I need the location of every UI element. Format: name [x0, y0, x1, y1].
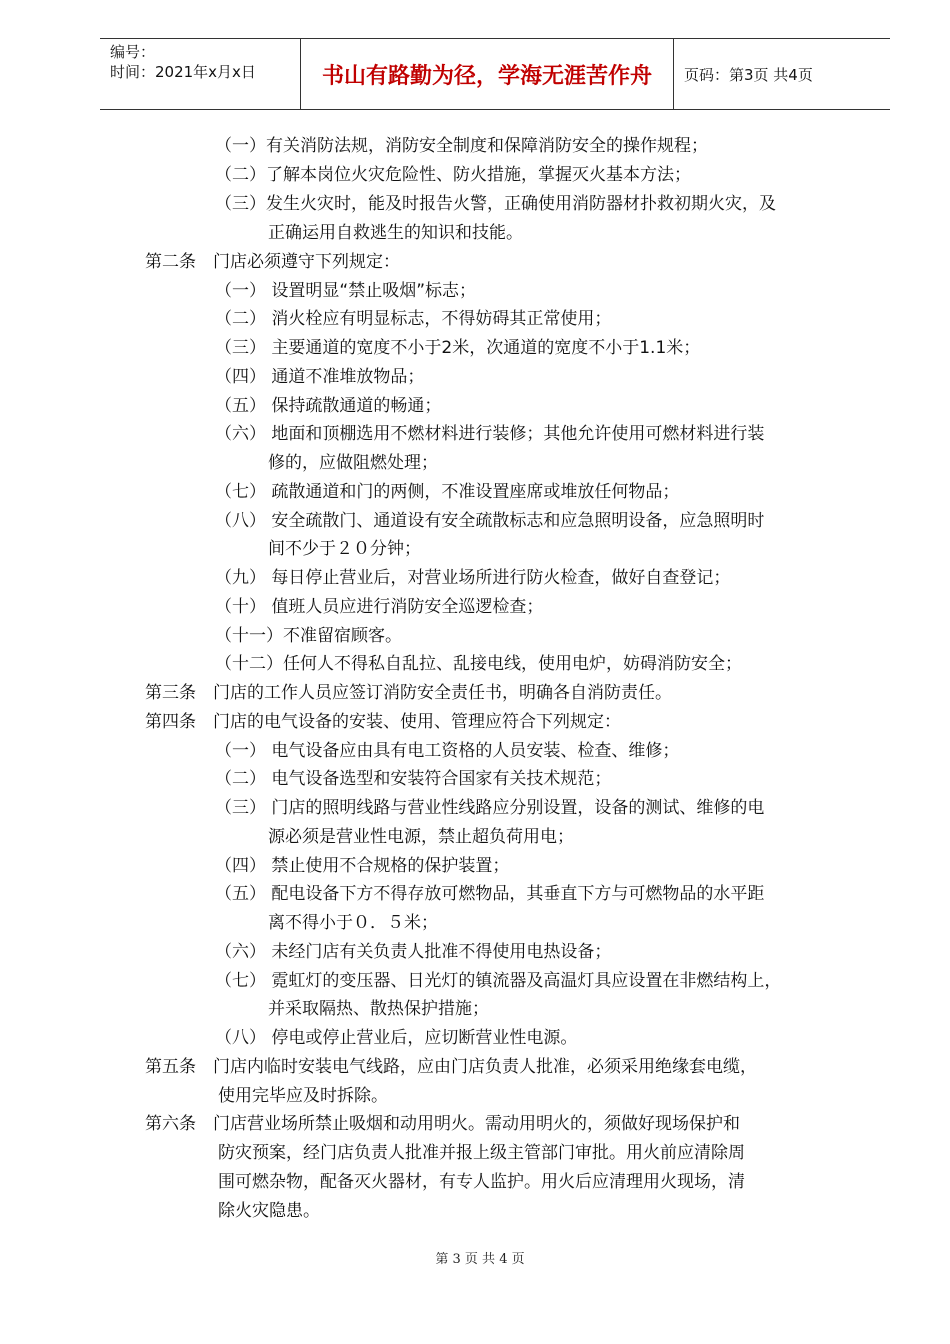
text-line: （一）有关消防法规，消防安全制度和保障消防安全的操作规程； — [215, 136, 708, 156]
header-meta — [100, 39, 300, 109]
document-number-label: 编号： — [110, 43, 156, 61]
text-line: 并采取隔热、散热保护措施； — [268, 999, 489, 1019]
header-motto: 书山有路勤为径，学海无涯苦作舟 — [300, 39, 674, 109]
text-line: （一） 设置明显“禁止吸烟”标志； — [215, 281, 477, 301]
text-line: 离不得小于０．５米； — [268, 913, 438, 933]
text-line: （三） 主要通道的宽度不小于2米，次通道的宽度不小于1.1米； — [215, 338, 701, 358]
article-heading: 第四条 门店的电气设备的安装、使用、管理应符合下列规定： — [145, 712, 621, 732]
text-line: （四） 禁止使用不合规格的保护装置； — [215, 856, 510, 876]
header-page-info: 页码：第3页 共4页 — [684, 65, 813, 84]
text-line: （四） 通道不准堆放物品； — [215, 367, 425, 387]
text-line: （十一）不准留宿顾客。 — [215, 626, 402, 646]
text-line: （一） 电气设备应由具有电工资格的人员安装、检查、维修； — [215, 741, 680, 761]
text-line: 防灾预案，经门店负责人批准并报上级主管部门审批。用火前应清除周 — [218, 1143, 745, 1163]
text-line: 围可燃杂物，配备灭火器材，有专人监护。用火后应清理用火现场，清 — [218, 1172, 745, 1192]
text-line: （三） 门店的照明线路与营业性线路应分别设置，设备的测试、维修的电 — [215, 798, 765, 818]
article-heading: 第二条 门店必须遵守下列规定： — [145, 252, 400, 272]
page-header — [100, 38, 890, 110]
text-line: （二） 消火栓应有明显标志，不得妨碍其正常使用； — [215, 309, 612, 329]
text-line: （十） 值班人员应进行消防安全巡逻检查； — [215, 597, 544, 617]
text-line: 源必须是营业性电源，禁止超负荷用电； — [268, 827, 574, 847]
text-line: （六） 未经门店有关负责人批准不得使用电热设备； — [215, 942, 612, 962]
text-line: 正确运用自救逃生的知识和技能。 — [268, 223, 523, 243]
text-line: （五） 配电设备下方不得存放可燃物品，其垂直下方与可燃物品的水平距 — [215, 884, 765, 904]
article-heading: 第六条 门店营业场所禁止吸烟和动用明火。需动用明火的，须做好现场保护和 — [145, 1114, 740, 1134]
text-line: （十二）任何人不得私自乱拉、乱接电线，使用电炉，妨碍消防安全； — [215, 654, 742, 674]
text-line: （八） 停电或停止营业后，应切断营业性电源。 — [215, 1028, 578, 1048]
text-line: 间不少于２０分钟； — [268, 539, 421, 559]
text-line: （五） 保持疏散通道的畅通； — [215, 396, 442, 416]
text-line: （八） 安全疏散门、通道设有安全疏散标志和应急照明设备，应急照明时 — [215, 511, 765, 531]
page-footer: 第 3 页 共 4 页 — [435, 1252, 525, 1267]
article-heading: 第五条 门店内临时安装电气线路，应由门店负责人批准，必须采用绝缘套电缆， — [145, 1057, 757, 1077]
text-line: 使用完毕应及时拆除。 — [218, 1086, 388, 1106]
text-line: （七） 霓虹灯的变压器、日光灯的镇流器及高温灯具应设置在非燃结构上， — [215, 971, 782, 991]
text-line: 除火灾隐患。 — [218, 1201, 320, 1221]
text-line: （二）了解本岗位火灾危险性、防火措施，掌握灭火基本方法； — [215, 165, 691, 185]
document-time: 时间：2021年x月x日 — [110, 63, 256, 81]
text-line: （七） 疏散通道和门的两侧，不准设置座席或堆放任何物品； — [215, 482, 680, 502]
text-line: （六） 地面和顶棚选用不燃材料进行装修；其他允许使用可燃材料进行装 — [215, 424, 765, 444]
article-heading: 第三条 门店的工作人员应签订消防安全责任书，明确各自消防责任。 — [145, 683, 672, 703]
text-line: 修的，应做阻燃处理； — [268, 453, 438, 473]
text-line: （九） 每日停止营业后，对营业场所进行防火检查，做好自查登记； — [215, 568, 731, 588]
text-line: （二） 电气设备选型和安装符合国家有关技术规范； — [215, 769, 612, 789]
text-line: （三）发生火灾时，能及时报告火警，正确使用消防器材扑救初期火灾，及 — [215, 194, 776, 214]
